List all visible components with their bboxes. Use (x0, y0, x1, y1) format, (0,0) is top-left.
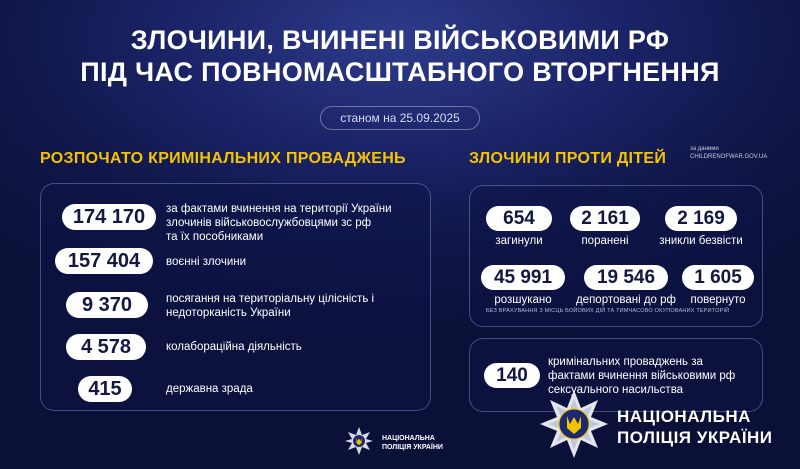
returned-label: повернуто (690, 294, 746, 306)
collaboration-label: колабораційна діяльність (166, 341, 302, 353)
page-title (0, 24, 800, 88)
wounded-value: 2 161 (570, 206, 640, 231)
found-label: розшукано (494, 294, 552, 306)
deported-value: 19 546 (584, 265, 668, 290)
sexual-violence-value: 140 (484, 363, 540, 388)
treason-label: державна зрада (166, 383, 253, 395)
found-value: 45 991 (481, 265, 565, 290)
war-crimes-label: воєнні злочини (166, 256, 247, 268)
killed-value: 654 (486, 206, 552, 231)
date-badge: станом на 25.09.2025 (320, 106, 480, 130)
criminal-total-label: за фактами вчинення на території України злочинів військовослужбовцями зс рф та їх пособниками (166, 203, 392, 243)
missing-label: зникли безвісти (659, 235, 743, 247)
children-footnote: БЕЗ ВРАХУВАННЯ З МІСЦЬ БОЙОВИХ ДІЙ ТА ТИМЧАСОВО ОКУПОВАНИХ ТЕРИТОРІЙ (486, 308, 730, 314)
children-section-title: ЗЛОЧИНИ ПРОТИ ДІТЕЙ (469, 150, 667, 167)
territorial-integrity-label: посягання на територіальну цілісність і недоторканість України (166, 293, 375, 319)
killed-label: загинули (495, 235, 543, 247)
footer-logo-text: НАЦІОНАЛЬНА ПОЛІЦІЯ УКРАЇНИ (382, 435, 443, 451)
territorial-integrity-value: 9 370 (66, 292, 148, 318)
wounded-label: поранені (581, 235, 629, 247)
collaboration-value: 4 578 (66, 334, 146, 360)
title-line-2: ПІД ЧАС ПОВНОМАСШТАБНОГО ВТОРГНЕННЯ (80, 57, 720, 87)
source-note: за даними CHILDRENOFWAR.GOV.UA (690, 146, 768, 160)
police-star-icon-small (344, 426, 374, 456)
criminal-total-value: 174 170 (62, 204, 156, 230)
missing-value: 2 169 (665, 206, 737, 231)
deported-label: депортовані до рф (575, 294, 677, 306)
title-line-1: ЗЛОЧИНИ, ВЧИНЕНІ ВІЙСЬКОВИМИ РФ (130, 25, 670, 55)
war-crimes-value: 157 404 (55, 248, 153, 274)
sexual-violence-label: кримінальних проваджень за фактами вчинення військовими рф сексуального насильства (548, 356, 736, 396)
treason-value: 415 (78, 376, 132, 402)
main-logo-text: НАЦІОНАЛЬНА ПОЛІЦІЯ УКРАЇНИ (617, 407, 773, 447)
police-star-icon-large (538, 388, 610, 460)
returned-value: 1 605 (682, 265, 754, 290)
criminal-section-title: РОЗПОЧАТО КРИМІНАЛЬНИХ ПРОВАДЖЕНЬ (40, 150, 406, 167)
